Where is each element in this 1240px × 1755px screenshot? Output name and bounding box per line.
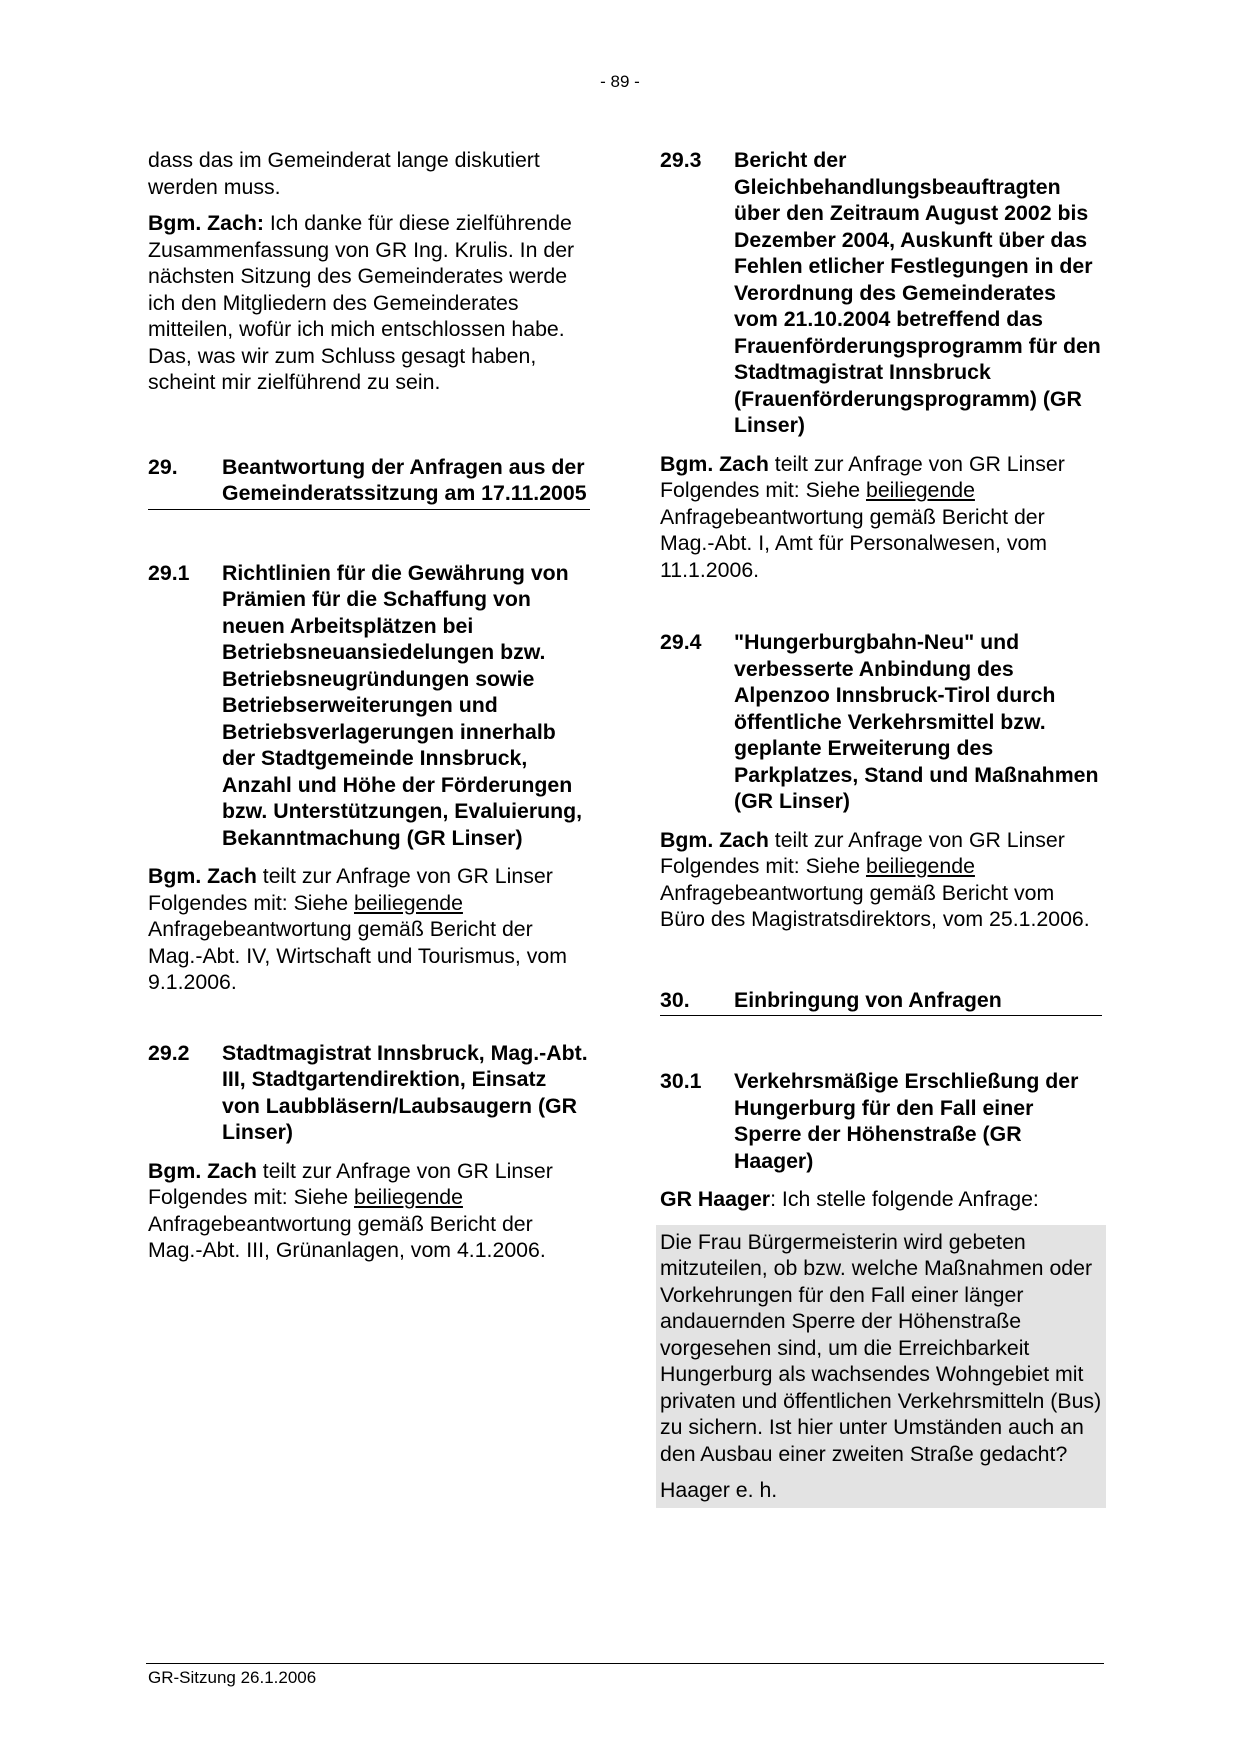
- answer-text: Anfragebeantwortung gemäß Bericht der Mag.-Abt. III, Grünanlagen, vom 4.1.2006.: [148, 1211, 546, 1262]
- section-number: 29.: [148, 454, 178, 479]
- query-text: Die Frau Bürgermeisterin wird gebeten mitzuteilen, ob bzw. welche Maßnahmen oder Vorkehrungen für den Fall einer länger andauernden Sperre der Höhenstraße vorgesehen sind, um die Erreichbarkeit Hungerburg als wachsendes Wohngebiet mit privaten und öffentlichen Verkehrsmitteln (Bus) zu sichern. Ist hier unter Umständen auch an den Ausbau einer zweiten Straße gedacht?: [660, 1229, 1102, 1466]
- answer-text: Anfragebeantwortung gemäß Bericht vom Büro des Magistratsdirektors, vom 25.1.2006.: [660, 880, 1090, 931]
- speaker-name: Bgm. Zach: [660, 451, 769, 476]
- section-title: Beantwortung der Anfragen aus der Gemeinderatssitzung am 17.11.2005: [222, 454, 587, 505]
- attachment-link[interactable]: beiliegende: [353, 1185, 463, 1209]
- section-heading-30: [660, 987, 1102, 1017]
- attachment-link[interactable]: beiliegende: [353, 890, 463, 915]
- section-number: 29.1: [148, 560, 190, 585]
- section-number: 29.3: [660, 148, 702, 172]
- query-box: [656, 1225, 1106, 1508]
- section-heading-29: [148, 454, 590, 510]
- answer-paragraph-29-1: [148, 863, 590, 996]
- section-number: 30.1: [660, 1069, 702, 1093]
- section-title: Richtlinien für die Gewährung von Prämien für die Schaffung von neuen Arbeitsplätzen bei Betriebsneuansiedelungen bzw. Betriebsneugründungen sowie Betriebserweiterungen und Betriebsverlagerungen innerhalb der Stadtgemeinde Innsbruck, Anzahl und Höhe der Förderungen bzw. Unterstützungen, Evaluierung, Bekanntmachung (GR Linser): [222, 560, 583, 850]
- answer-paragraph-29-3: [660, 451, 1102, 584]
- section-title: Verkehrsmäßige Erschließung der Hungerburg für den Fall einer Sperre der Höhenstraße (GR Haager): [734, 1069, 1079, 1173]
- speaker-name: Bgm. Zach: [660, 827, 769, 852]
- speaker-name: Bgm. Zach:: [148, 211, 264, 235]
- section-number: 29.4: [660, 630, 702, 654]
- answer-paragraph-29-2: [148, 1158, 590, 1264]
- answer-text: Anfragebeantwortung gemäß Bericht der Mag.-Abt. I, Amt für Personalwesen, vom 11.1.2006.: [660, 504, 1048, 582]
- section-number: 29.2: [148, 1040, 190, 1065]
- query-intro-text: : Ich stelle folgende Anfrage:: [770, 1187, 1039, 1211]
- left-column: [148, 147, 590, 1276]
- answer-text: Anfragebeantwortung gemäß Bericht der Mag.-Abt. IV, Wirtschaft und Tourismus, vom 9.1.2006.: [148, 917, 567, 994]
- answer-text: teilt zur Anfrage von GR Linser Folgendes mit: Siehe: [660, 827, 1065, 878]
- footer-session-date: GR-Sitzung 26.1.2006: [148, 1668, 317, 1687]
- attachment-link[interactable]: beiliegende: [865, 478, 975, 502]
- answer-text: teilt zur Anfrage von GR Linser Folgendes mit: Siehe: [148, 1158, 553, 1209]
- section-title: Stadtmagistrat Innsbruck, Mag.-Abt. III, Stadtgartendirektion, Einsatz von Laubbläsern/Laubsaugern (GR Linser): [222, 1040, 588, 1144]
- section-heading-29-1: [148, 560, 590, 852]
- answer-paragraph-29-4: [660, 827, 1102, 933]
- page-number: - 89 -: [600, 72, 640, 91]
- right-column: [660, 147, 1102, 1508]
- answer-text: teilt zur Anfrage von GR Linser Folgendes mit: Siehe: [148, 864, 553, 915]
- speaker-name: GR Haager: [660, 1187, 771, 1211]
- footer-divider: [146, 1663, 1104, 1664]
- query-intro-paragraph: [660, 1186, 1102, 1213]
- intro-paragraph: dass das im Gemeinderat lange diskutiert werden muss.: [148, 148, 540, 199]
- section-heading-29-4: [660, 629, 1102, 815]
- section-heading-30-1: [660, 1068, 1102, 1174]
- statement-text: Ich danke für diese zielführende Zusammenfassung von GR Ing. Krulis. In der nächsten Sitzung des Gemeinderates werde ich den Mitgliedern des Gemeinderates mitteilen, wofür ich mich entschlossen habe. Das, was wir zum Schluss gesagt haben, scheint mir zielführend zu sein.: [148, 211, 575, 394]
- answer-text: teilt zur Anfrage von GR Linser Folgendes mit: Siehe: [660, 451, 1065, 502]
- query-signature: Haager e. h.: [660, 1478, 778, 1502]
- speaker-name: Bgm. Zach: [148, 864, 257, 888]
- section-title: Bericht der Gleichbehandlungsbeauftragten über den Zeitraum August 2002 bis Dezember 2004, Auskunft über das Fehlen etlicher Festlegungen in der Verordnung des Gemeinderates vom 21.10.2004 betreffend das Frauenförderungsprogramm für den Stadtmagistrat Innsbruck (Frauenförderungsprogramm) (GR Linser): [734, 148, 1101, 437]
- section-number: 30.: [660, 987, 690, 1012]
- section-heading-29-3: [660, 147, 1102, 439]
- attachment-link[interactable]: beiliegende: [865, 854, 975, 878]
- section-title: "Hungerburgbahn-Neu" und verbesserte Anbindung des Alpenzoo Innsbruck-Tirol durch öffentliche Verkehrsmittel bzw. geplante Erweiterung des Parkplatzes, Stand und Maßnahmen (GR Linser): [734, 630, 1099, 813]
- section-heading-29-2: [148, 1040, 590, 1146]
- speaker-name: Bgm. Zach: [148, 1158, 257, 1183]
- zach-statement-paragraph: [148, 210, 590, 396]
- section-title: Einbringung von Anfragen: [734, 987, 1002, 1012]
